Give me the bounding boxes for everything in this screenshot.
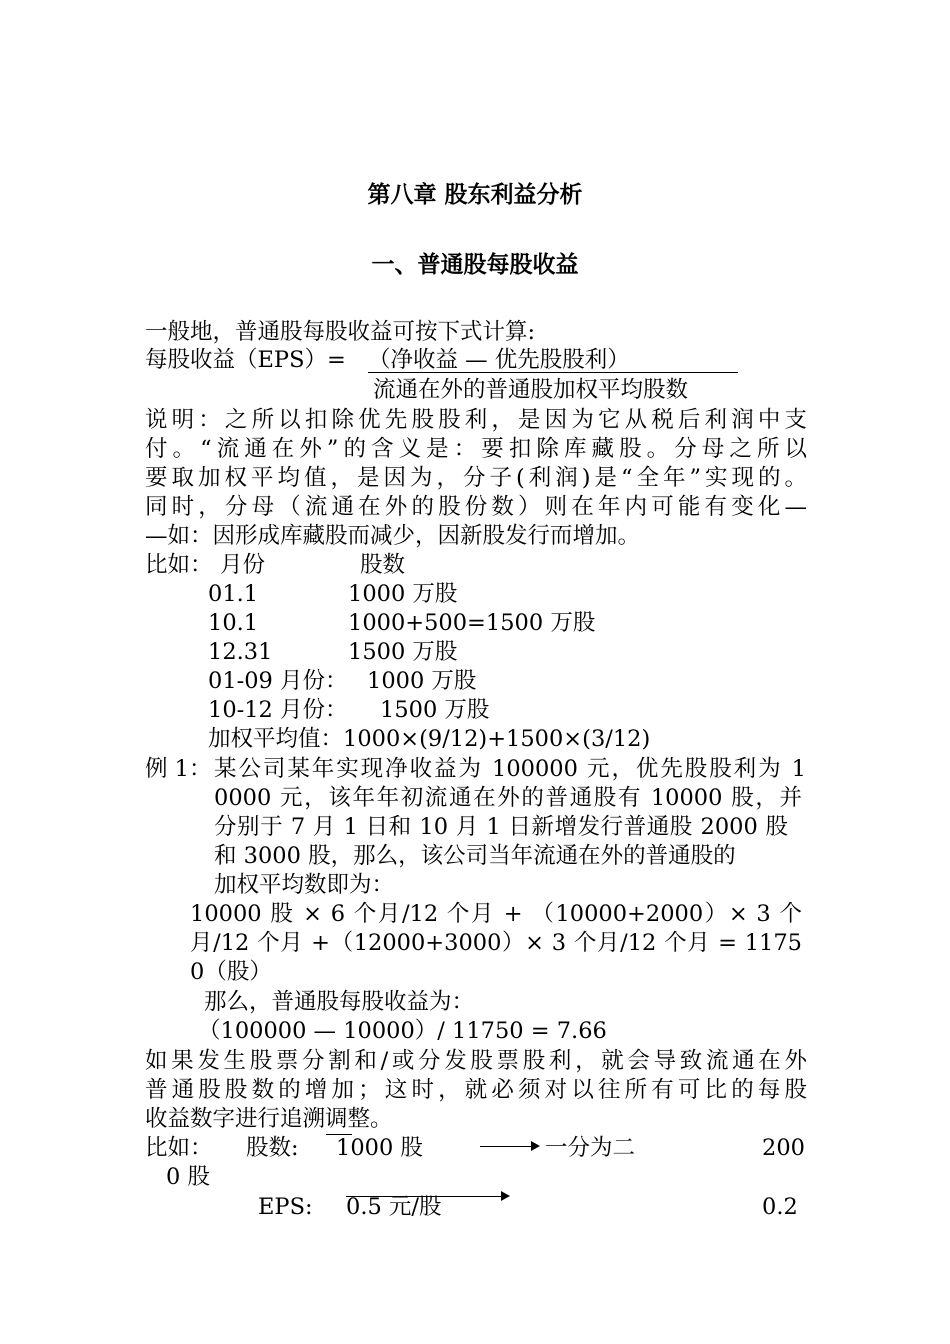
fraction-bar — [368, 372, 738, 373]
calc-line: 月/12 个月 +（12000+3000）× 3 个月/12 个月 = 1175 — [190, 930, 802, 956]
split-example-lead: 比如： — [145, 1135, 213, 1161]
chapter-title: 第八章 股东利益分析 — [367, 182, 583, 208]
eps-label: EPS: — [258, 1194, 313, 1220]
table-cell-shares: 1000 万股 — [348, 581, 458, 607]
explain-line: 付。“流通在外”的含义是：要扣除库藏股。分母之所以 — [145, 436, 807, 462]
explain-line: 说明：之所以扣除优先股股利，是因为它从税后利润中支 — [145, 407, 807, 433]
column-header-shares: 股数 — [360, 552, 406, 578]
split-line: 普通股股数的增加；这时，就必须对以往所有可比的每股 — [145, 1077, 807, 1103]
split-line: 收益数字进行追溯调整。 — [145, 1106, 393, 1132]
table-cell-shares: 1000+500=1500 万股 — [348, 610, 596, 636]
example-line: 分别于 7 月 1 日和 10 月 1 日新增发行普通股 2000 股 — [214, 814, 788, 840]
split-action: 一分为二 — [545, 1135, 636, 1161]
column-header-month: 月份 — [220, 552, 266, 578]
table-cell-month: 01.1 — [208, 581, 259, 607]
shares-after-wrap: 0 股 — [166, 1164, 210, 1190]
explain-line: —如：因形成库藏股而减少，因新股发行而增加。 — [145, 523, 641, 549]
shares-before: 1000 股 — [336, 1135, 423, 1161]
intro-text: 一般地，普通股每股收益可按下式计算: — [145, 319, 536, 345]
explain-line: 同时，分母（流通在外的股份数）则在年内可能有变化— — [145, 494, 807, 520]
example-line: 某公司某年实现净收益为 100000 元，优先股股利为 1 — [214, 756, 806, 782]
shares-after: 200 — [762, 1135, 805, 1161]
strike-mark — [326, 1134, 352, 1135]
table-lead: 比如： — [145, 552, 213, 578]
table-cell-month: 12.31 — [208, 639, 273, 665]
table-cell-month: 01-09 月份： — [208, 668, 348, 694]
weighted-average: 加权平均值：1000×(9/12)+1500×(3/12) — [208, 726, 651, 752]
example-line: 和 3000 股，那么，该公司当年流通在外的普通股的 — [214, 843, 736, 869]
eps-after: 0.2 — [762, 1194, 798, 1220]
example-line: 0000 元，该年年初流通在外的普通股有 10000 股，并 — [214, 785, 802, 811]
table-cell-shares: 1000 万股 — [367, 668, 477, 694]
example-label: 例 1： — [145, 756, 212, 782]
shares-label: 股数: — [246, 1135, 299, 1161]
table-cell-month: 10-12 月份： — [208, 697, 348, 723]
section-heading: 一、普通股每股收益 — [371, 252, 579, 278]
example-line: 加权平均数即为： — [214, 872, 395, 898]
right-arrow-icon — [480, 1146, 532, 1147]
formula-lhs: 每股收益（EPS）= — [145, 347, 346, 373]
formula-denominator: 流通在外的普通股加权平均股数 — [373, 377, 689, 403]
table-cell-shares: 1500 万股 — [348, 639, 458, 665]
calc-line: 10000 股 × 6 个月/12 个月 + （10000+2000）× 3 个 — [190, 901, 802, 927]
formula-numerator: （净收益 — 优先股股利） — [368, 347, 630, 373]
eps-result: （100000 — 10000）/ 11750 = 7.66 — [198, 1018, 607, 1044]
explain-line: 要取加权平均值，是因为，分子(利润)是“全年”实现的。 — [145, 465, 807, 491]
eps-lead: 那么，普通股每股收益为： — [204, 989, 475, 1015]
eps-before: 0.5 元/股 — [346, 1194, 442, 1220]
calc-line: 0（股） — [190, 959, 272, 985]
table-cell-shares: 1500 万股 — [380, 697, 490, 723]
split-line: 如果发生股票分割和/或分发股票股利，就会导致流通在外 — [145, 1048, 807, 1074]
table-cell-month: 10.1 — [208, 610, 259, 636]
